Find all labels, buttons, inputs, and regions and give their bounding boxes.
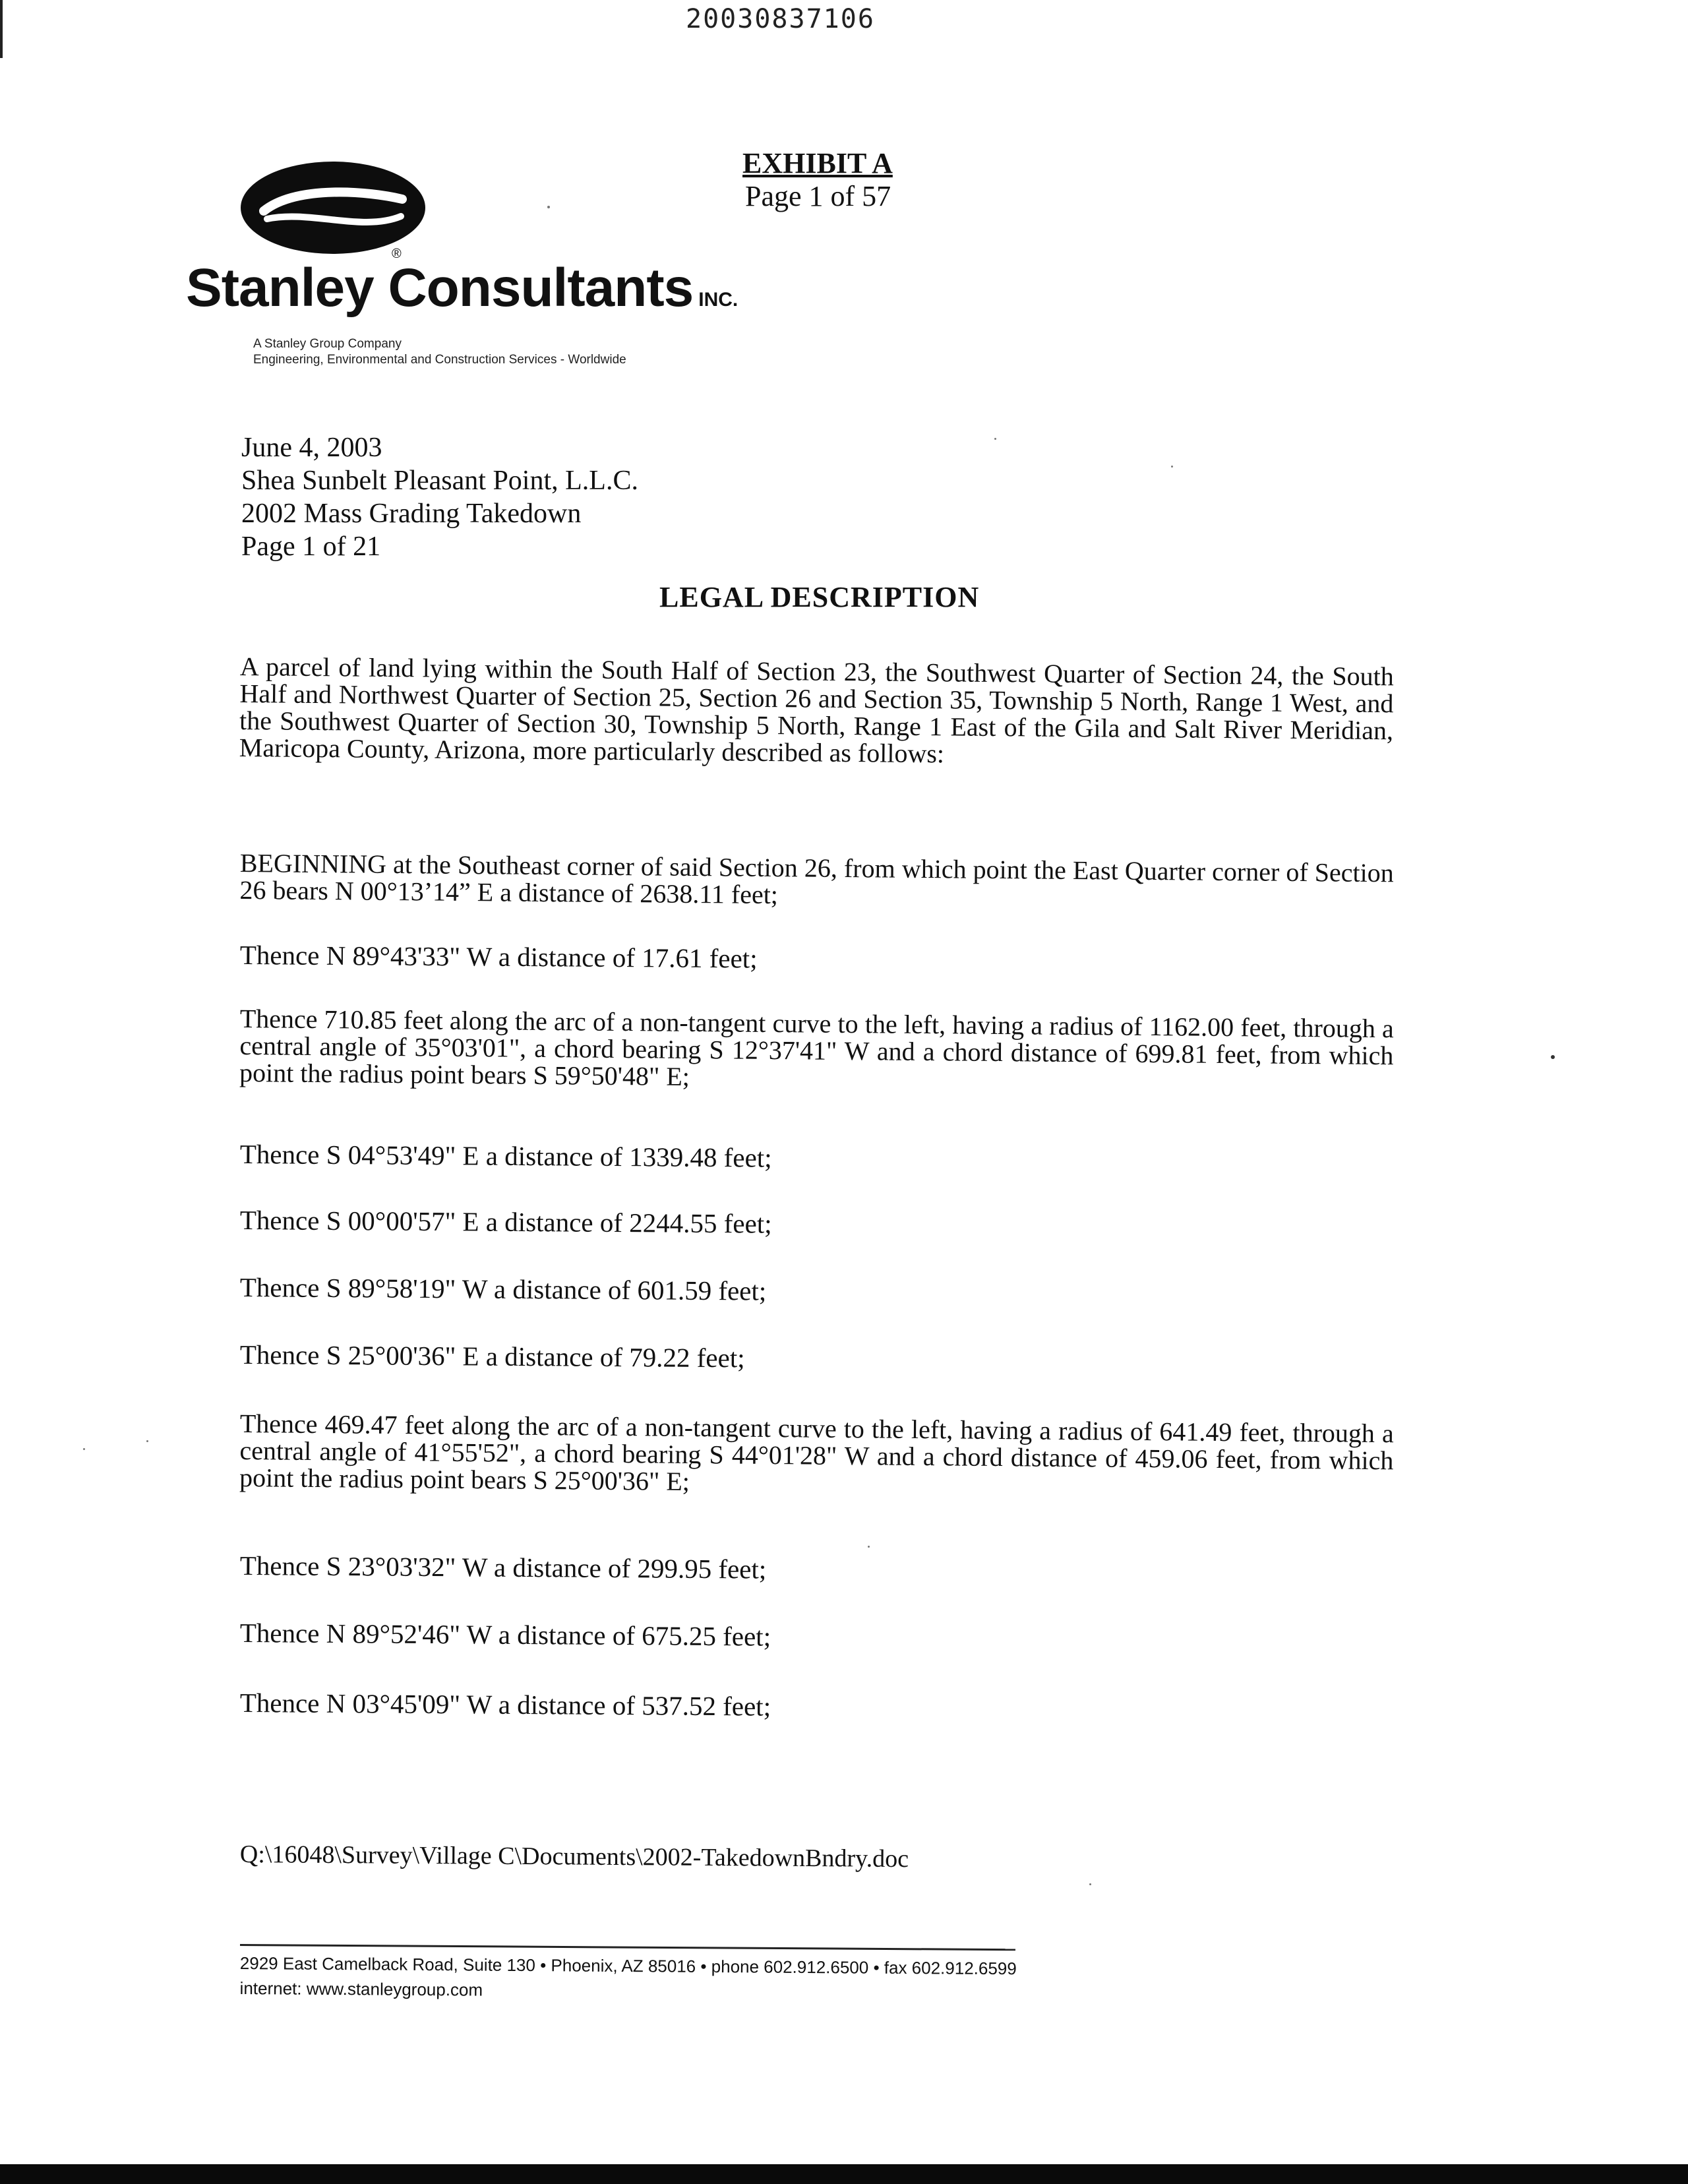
scan-speck	[146, 1440, 148, 1442]
scan-speck	[994, 438, 996, 440]
footer-divider	[240, 1944, 1015, 1951]
exhibit-title: EXHIBIT A	[742, 147, 893, 179]
scan-speck	[868, 1546, 870, 1548]
footer-internet: internet: www.stanleygroup.com	[239, 1978, 483, 2000]
scan-speck	[1089, 1883, 1091, 1885]
company-name	[186, 257, 738, 319]
tagline-line-1: A Stanley Group Company	[253, 337, 402, 351]
course-line: Thence N 89°52'46" W a distance of 675.25 feet;	[239, 1618, 771, 1652]
beginning-paragraph: BEGINNING at the Southeast corner of said Section 26, from which point the East Quarter corner of Section 26 bears N 00°13’14” E a distance of 2638.11 feet;	[239, 848, 1394, 910]
company-tagline	[253, 336, 626, 368]
curve-paragraph: Thence 469.47 feet along the arc of a non-tangent curve to the left, having a radius of 641.49 feet, through a central angle of 41°55'52", a chord bearing S 44°01'28" W and a chord distance of 459.06 feet, from which point the radius point bears S 25°00'36" E;	[239, 1409, 1394, 1496]
scan-speck	[1171, 466, 1173, 468]
scan-bottom-border	[0, 2164, 1688, 2184]
company-suffix: INC.	[698, 289, 738, 311]
header-client: Shea Sunbelt Pleasant Point, L.L.C.	[241, 466, 638, 496]
course-line: Thence S 89°58'19" W a distance of 601.59 feet;	[239, 1272, 767, 1306]
tagline-line-2: Engineering, Environmental and Construction Services - Worldwide	[253, 353, 626, 367]
curve-paragraph: Thence 710.85 feet along the arc of a non-tangent curve to the left, having a radius of 1162.00 feet, through a central angle of 35°03'01", a chord bearing S 12°37'41" W and a chord distance of 699.81 feet, from which point the radius point bears S 59°50'48" E;	[239, 1004, 1394, 1091]
section-title: LEGAL DESCRIPTION	[659, 581, 980, 613]
footer	[239, 1951, 1016, 2006]
letter-header	[241, 431, 638, 563]
scan-speck	[1551, 1055, 1555, 1059]
course-line: Thence S 04°53'49" E a distance of 1339.48 feet;	[239, 1139, 772, 1173]
company-logo-icon	[237, 158, 429, 257]
scan-speck	[547, 206, 550, 208]
scan-speck	[83, 1448, 85, 1450]
course-line: Thence N 89°43'33" W a distance of 17.61 feet;	[239, 940, 758, 974]
scan-edge-mark	[0, 0, 3, 58]
course-line: Thence S 00°00'57" E a distance of 2244.55 feet;	[239, 1205, 772, 1239]
course-line: Thence S 23°03'32" W a distance of 299.95 feet;	[239, 1550, 767, 1585]
exhibit-page-count: Page 1 of 57	[745, 180, 891, 212]
document-number: 20030837106	[686, 4, 875, 34]
course-line: Thence N 03°45'09" W a distance of 537.52 feet;	[239, 1687, 771, 1722]
intro-paragraph: A parcel of land lying within the South Half of Section 23, the Southwest Quarter of Section 24, the South Half and Northwest Quarter of Section 25, Section 26 and Section 35, Township 5 North, Range 1 West, and the Southwest Quarter of Section 30, Township 5 North, Range 1 East of the Gila and Salt River Meridian, Maricopa County, Arizona, more particularly described as follows:	[239, 652, 1394, 769]
header-date: June 4, 2003	[241, 433, 382, 463]
registered-mark: ®	[392, 247, 402, 261]
header-page: Page 1 of 21	[241, 531, 381, 562]
file-path: Q:\16048\Survey\Village C\Documents\2002-TakedownBndry.doc	[239, 1840, 909, 1873]
company-name-text: Stanley Consultants	[186, 258, 694, 318]
header-project: 2002 Mass Grading Takedown	[241, 499, 582, 529]
footer-address: 2929 East Camelback Road, Suite 130 • Phoenix, AZ 85016 • phone 602.912.6500 • fax 602.912.6599	[239, 1953, 1017, 1979]
course-line: Thence S 25°00'36" E a distance of 79.22 feet;	[239, 1339, 745, 1374]
